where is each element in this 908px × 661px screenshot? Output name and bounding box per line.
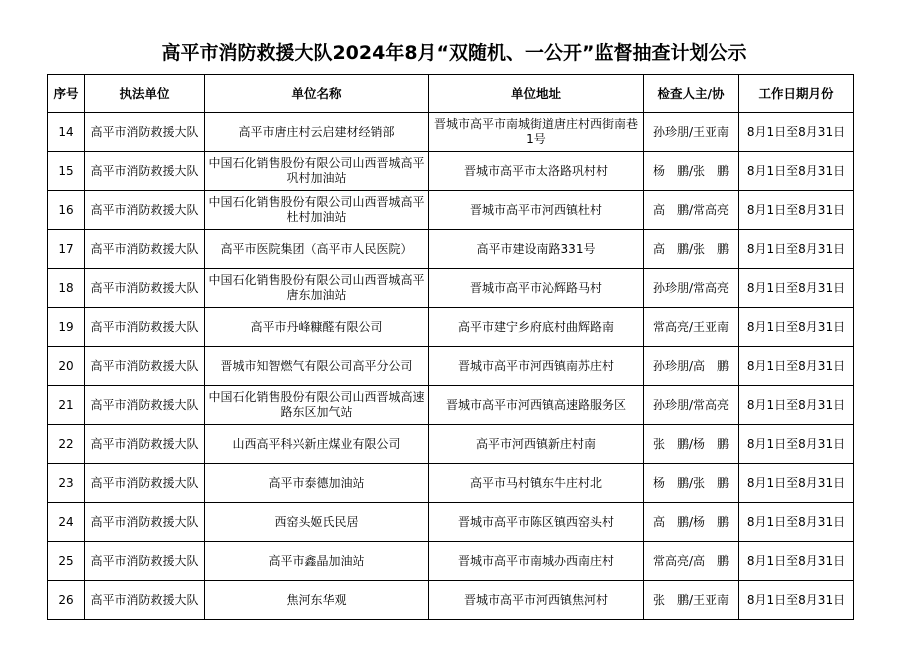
table-row xyxy=(48,464,854,503)
cell-seq: 26 xyxy=(48,581,85,620)
cell-unit-address: 晋城市高平市太洛路巩村村 xyxy=(429,152,644,191)
cell-unit-name: 高平市唐庄村云启建材经销部 xyxy=(205,113,429,152)
cell-inspectors: 常高亮/王亚南 xyxy=(644,308,739,347)
cell-seq: 14 xyxy=(48,113,85,152)
cell-enforcement-unit: 高平市消防救援大队 xyxy=(85,191,205,230)
cell-enforcement-unit: 高平市消防救援大队 xyxy=(85,269,205,308)
cell-seq: 18 xyxy=(48,269,85,308)
cell-enforcement-unit: 高平市消防救援大队 xyxy=(85,230,205,269)
cell-inspectors: 常高亮/高 鹏 xyxy=(644,542,739,581)
cell-seq: 25 xyxy=(48,542,85,581)
cell-work-date: 8月1日至8月31日 xyxy=(739,542,854,581)
cell-inspectors: 张 鹏/王亚南 xyxy=(644,581,739,620)
cell-unit-address: 晋城市高平市河西镇南苏庄村 xyxy=(429,347,644,386)
cell-seq: 19 xyxy=(48,308,85,347)
cell-enforcement-unit: 高平市消防救援大队 xyxy=(85,113,205,152)
header-unit-name: 单位名称 xyxy=(205,75,429,113)
cell-unit-name: 高平市医院集团（高平市人民医院） xyxy=(205,230,429,269)
cell-work-date: 8月1日至8月31日 xyxy=(739,269,854,308)
table-row xyxy=(48,347,854,386)
cell-work-date: 8月1日至8月31日 xyxy=(739,425,854,464)
header-work-date: 工作日期月份 xyxy=(739,75,854,113)
cell-enforcement-unit: 高平市消防救援大队 xyxy=(85,347,205,386)
cell-inspectors: 孙珍朋/王亚南 xyxy=(644,113,739,152)
cell-inspectors: 高 鹏/杨 鹏 xyxy=(644,503,739,542)
cell-work-date: 8月1日至8月31日 xyxy=(739,503,854,542)
cell-work-date: 8月1日至8月31日 xyxy=(739,308,854,347)
cell-inspectors: 高 鹏/张 鹏 xyxy=(644,230,739,269)
cell-unit-name: 中国石化销售股份有限公司山西晋城高平杜村加油站 xyxy=(205,191,429,230)
cell-unit-address: 晋城市高平市陈区镇西窑头村 xyxy=(429,503,644,542)
header-enforcement-unit: 执法单位 xyxy=(85,75,205,113)
table-row xyxy=(48,581,854,620)
cell-work-date: 8月1日至8月31日 xyxy=(739,581,854,620)
cell-unit-name: 山西高平科兴新庄煤业有限公司 xyxy=(205,425,429,464)
cell-inspectors: 张 鹏/杨 鹏 xyxy=(644,425,739,464)
cell-seq: 15 xyxy=(48,152,85,191)
cell-seq: 24 xyxy=(48,503,85,542)
cell-unit-address: 晋城市高平市沁辉路马村 xyxy=(429,269,644,308)
cell-unit-address: 晋城市高平市河西镇高速路服务区 xyxy=(429,386,644,425)
cell-enforcement-unit: 高平市消防救援大队 xyxy=(85,542,205,581)
cell-unit-name: 中国石化销售股份有限公司山西晋城高平巩村加油站 xyxy=(205,152,429,191)
cell-unit-address: 晋城市高平市河西镇杜村 xyxy=(429,191,644,230)
table-row xyxy=(48,542,854,581)
table-row xyxy=(48,152,854,191)
cell-unit-address: 高平市建设南路331号 xyxy=(429,230,644,269)
cell-work-date: 8月1日至8月31日 xyxy=(739,230,854,269)
cell-unit-name: 高平市泰德加油站 xyxy=(205,464,429,503)
cell-inspectors: 孙珍朋/常高亮 xyxy=(644,386,739,425)
table-header-row xyxy=(48,75,854,113)
cell-inspectors: 孙珍朋/常高亮 xyxy=(644,269,739,308)
table-row xyxy=(48,425,854,464)
cell-unit-name: 西窑头姬氏民居 xyxy=(205,503,429,542)
table-row xyxy=(48,230,854,269)
cell-inspectors: 杨 鹏/张 鹏 xyxy=(644,152,739,191)
inspection-plan-table xyxy=(47,74,854,620)
cell-work-date: 8月1日至8月31日 xyxy=(739,152,854,191)
cell-enforcement-unit: 高平市消防救援大队 xyxy=(85,152,205,191)
table-row xyxy=(48,503,854,542)
cell-unit-name: 晋城市知智燃气有限公司高平分公司 xyxy=(205,347,429,386)
cell-work-date: 8月1日至8月31日 xyxy=(739,191,854,230)
table-row xyxy=(48,269,854,308)
cell-unit-name: 高平市丹峰糠醛有限公司 xyxy=(205,308,429,347)
header-seq: 序号 xyxy=(48,75,85,113)
cell-inspectors: 高 鹏/常高亮 xyxy=(644,191,739,230)
cell-enforcement-unit: 高平市消防救援大队 xyxy=(85,425,205,464)
header-unit-address: 单位地址 xyxy=(429,75,644,113)
cell-unit-name: 中国石化销售股份有限公司山西晋城高速路东区加气站 xyxy=(205,386,429,425)
cell-unit-address: 高平市马村镇东牛庄村北 xyxy=(429,464,644,503)
cell-seq: 23 xyxy=(48,464,85,503)
cell-seq: 17 xyxy=(48,230,85,269)
cell-inspectors: 杨 鹏/张 鹏 xyxy=(644,464,739,503)
cell-unit-address: 晋城市高平市河西镇焦河村 xyxy=(429,581,644,620)
table-row xyxy=(48,113,854,152)
cell-seq: 16 xyxy=(48,191,85,230)
cell-unit-address: 晋城市高平市南城办西南庄村 xyxy=(429,542,644,581)
table-row xyxy=(48,308,854,347)
cell-unit-address: 晋城市高平市南城街道唐庄村西街南巷1号 xyxy=(429,113,644,152)
cell-enforcement-unit: 高平市消防救援大队 xyxy=(85,464,205,503)
cell-unit-name: 高平市鑫晶加油站 xyxy=(205,542,429,581)
cell-unit-address: 高平市河西镇新庄村南 xyxy=(429,425,644,464)
cell-enforcement-unit: 高平市消防救援大队 xyxy=(85,503,205,542)
cell-seq: 21 xyxy=(48,386,85,425)
table-row xyxy=(48,191,854,230)
document-title: 高平市消防救援大队2024年8月“双随机、一公开”监督抽查计划公示 xyxy=(161,42,747,64)
cell-unit-name: 中国石化销售股份有限公司山西晋城高平唐东加油站 xyxy=(205,269,429,308)
cell-work-date: 8月1日至8月31日 xyxy=(739,113,854,152)
cell-work-date: 8月1日至8月31日 xyxy=(739,347,854,386)
cell-inspectors: 孙珍朋/高 鹏 xyxy=(644,347,739,386)
cell-enforcement-unit: 高平市消防救援大队 xyxy=(85,581,205,620)
cell-enforcement-unit: 高平市消防救援大队 xyxy=(85,308,205,347)
cell-work-date: 8月1日至8月31日 xyxy=(739,464,854,503)
cell-unit-name: 焦河东华观 xyxy=(205,581,429,620)
table-row xyxy=(48,386,854,425)
cell-seq: 20 xyxy=(48,347,85,386)
header-inspectors: 检查人主/协 xyxy=(644,75,739,113)
cell-unit-address: 高平市建宁乡府底村曲辉路南 xyxy=(429,308,644,347)
cell-seq: 22 xyxy=(48,425,85,464)
cell-work-date: 8月1日至8月31日 xyxy=(739,386,854,425)
cell-enforcement-unit: 高平市消防救援大队 xyxy=(85,386,205,425)
